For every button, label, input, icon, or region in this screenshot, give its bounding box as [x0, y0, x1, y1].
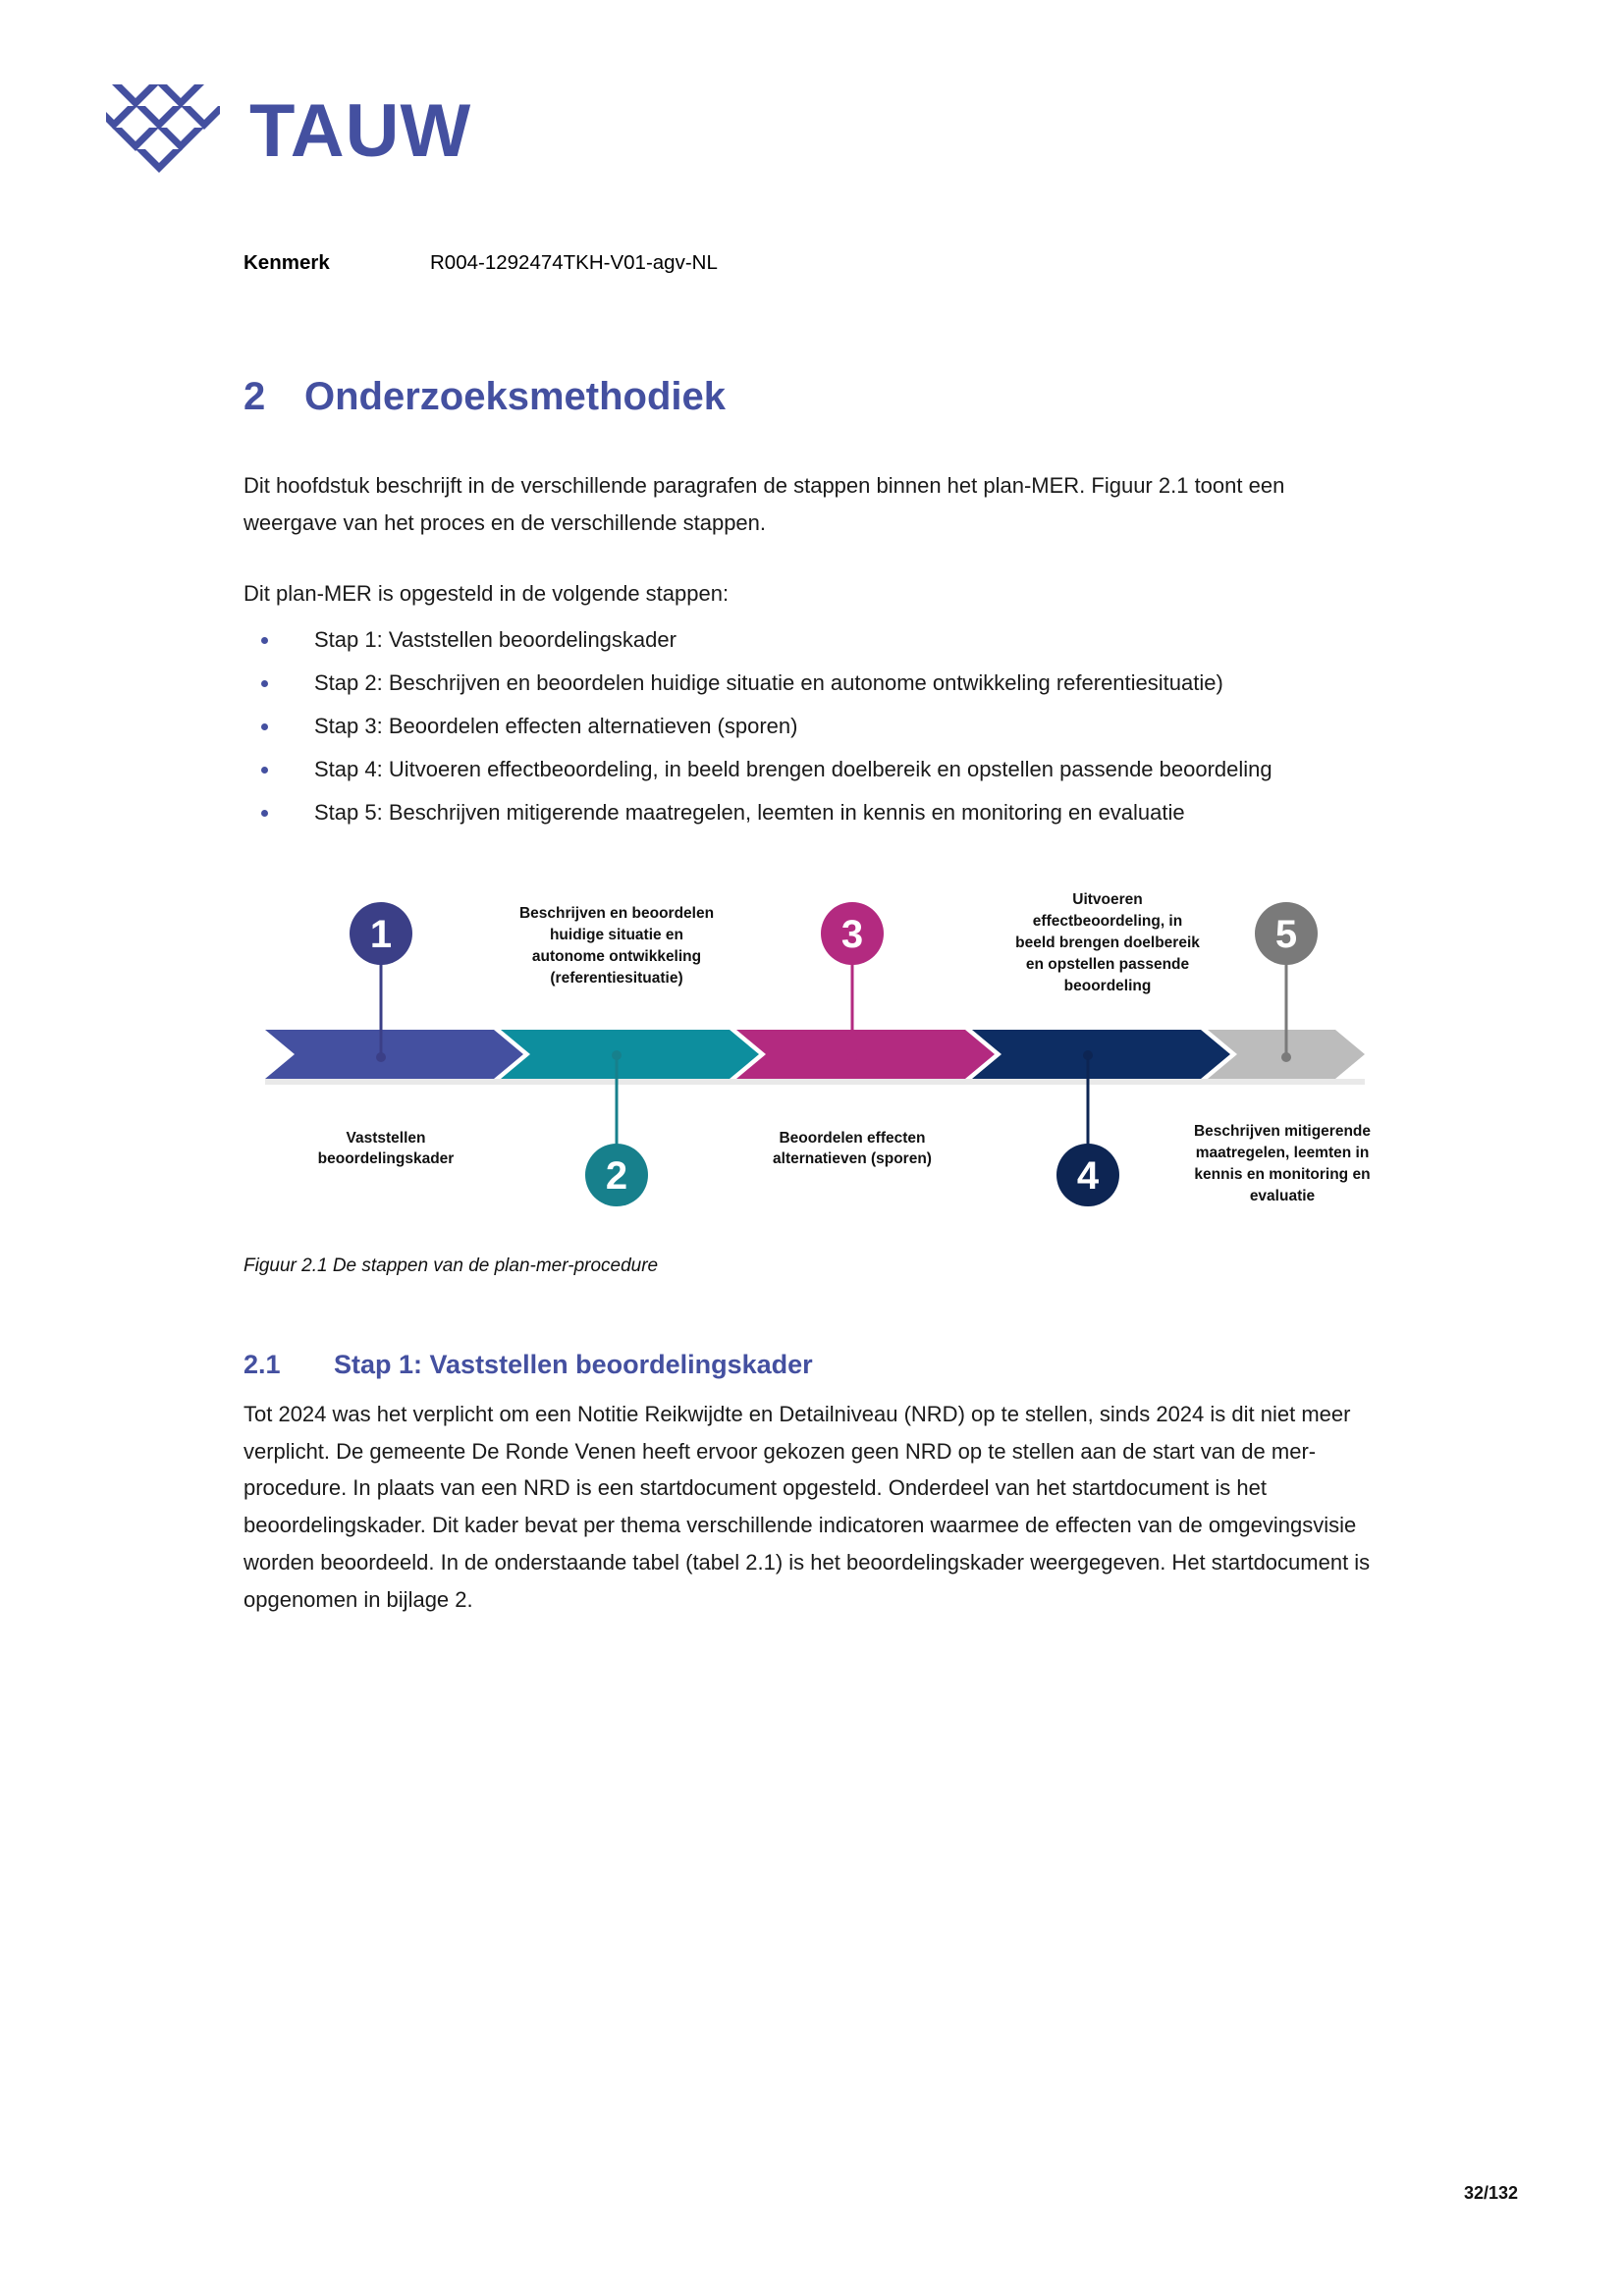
tauw-logo [106, 77, 471, 187]
figure-caption: Figuur 2.1 De stappen van de plan-mer-procedure [244, 1255, 659, 1276]
list-item: Stap 3: Beoordelen effecten alternatieven (sporen) [244, 708, 1382, 745]
chapter-title: Onderzoeksmethodiek [304, 375, 727, 418]
step-label-4-line-4: en opstellen passende [1025, 955, 1190, 973]
step-label-2-line-4: (referentiesituatie) [550, 969, 683, 987]
tauw-logo-mark [106, 77, 220, 187]
section-heading-2-1 [244, 1348, 1382, 1382]
main-content [244, 373, 1382, 1652]
step-label-3 [773, 1130, 932, 1167]
step-label-3-line-1: Beoordelen effecten [779, 1129, 926, 1147]
kenmerk-value: R004-1292474TKH-V01-agv-NL [430, 251, 718, 274]
intro-paragraph-2: Dit plan-MER is opgesteld in de volgende stappen: [244, 580, 730, 606]
step-number-1: 1 [369, 912, 393, 956]
step-label-5 [1194, 1123, 1371, 1204]
chevron-step-2 [501, 1030, 759, 1079]
steps-list [244, 621, 1382, 830]
step-label-1 [318, 1130, 455, 1167]
step-label-4-line-5: beoordeling [1063, 977, 1152, 994]
step-label-2-line-3: autonome ontwikkeling [531, 947, 702, 965]
list-item: Stap 2: Beschrijven en beoordelen huidige situatie en autonome ontwikkeling referentiesituatie) [244, 665, 1382, 702]
step-label-5-line-3: kennis en monitoring en [1194, 1165, 1371, 1183]
step-label-4-line-3: beeld brengen doelbereik [1015, 934, 1200, 951]
list-item: Stap 5: Beschrijven mitigerende maatregelen, leemten in kennis en monitoring en evaluatie [244, 794, 1382, 831]
step-label-1-line-1: Vaststellen [346, 1129, 426, 1147]
intro-paragraph-1: Dit hoofdstuk beschrijft in de verschillende paragrafen de stappen binnen het plan-MER. Figuur 2.1 toont een weergave van het proces en de verschillende stappen. [244, 473, 1285, 535]
chevron-step-1 [265, 1030, 523, 1079]
step-label-5-line-1: Beschrijven mitigerende [1193, 1122, 1372, 1140]
plan-mer-process-diagram [244, 892, 1382, 1226]
step-label-4 [1015, 892, 1200, 994]
section-number: 2.1 [244, 1349, 281, 1379]
step-number-4: 4 [1076, 1153, 1100, 1198]
step-label-5-line-2: maatregelen, leemten in [1195, 1144, 1370, 1161]
step-label-4-line-2: effectbeoordeling, in [1032, 912, 1183, 930]
list-item: Stap 4: Uitvoeren effectbeoordeling, in beeld brengen doelbereik en opstellen passende beoordeling [244, 751, 1382, 788]
kenmerk-label: Kenmerk [244, 251, 330, 274]
step-number-2: 2 [605, 1153, 628, 1198]
tauw-wordmark: TAUW [249, 89, 472, 173]
figure-2-1 [244, 892, 1382, 1277]
chapter-number: 2 [244, 375, 266, 418]
chapter-heading [244, 373, 1382, 420]
step-label-2 [519, 905, 714, 987]
chevron-step-3 [736, 1030, 995, 1079]
kenmerk-row [244, 250, 718, 277]
footer-page-number: 32/132 [1463, 2183, 1518, 2203]
section-title: Stap 1: Vaststellen beoordelingskader [334, 1349, 813, 1379]
step-number-5: 5 [1274, 912, 1298, 956]
step-label-5-line-4: evaluatie [1249, 1187, 1316, 1204]
step-label-3-line-2: alternatieven (sporen) [773, 1149, 932, 1167]
step-label-1-line-2: beoordelingskader [317, 1149, 455, 1167]
step-label-4-line-1: Uitvoeren [1072, 891, 1143, 908]
step-label-2-line-1: Beschrijven en beoordelen [518, 904, 715, 922]
section-2-1-paragraph: Tot 2024 was het verplicht om een Notitie Reikwijdte en Detailniveau (NRD) op te stellen, sinds 2024 is dit niet meer verplicht. De gemeente De Ronde Venen heeft ervoor gekozen geen NRD op te stellen aan de start van de mer-procedure. In plaats van een NRD is een startdocument opgesteld. Onderdeel van het startdocument is het beoordelingskader. Dit kader bevat per thema verschillende indicatoren waarmee de effecten van de omgevingsvisie worden beoordeeld. In de onderstaande tabel (tabel 2.1) is het beoordelingskader weergegeven. Het startdocument is opgenomen in bijlage 2. [244, 1401, 1371, 1612]
step-label-2-line-2: huidige situatie en [549, 926, 684, 943]
step-number-3: 3 [840, 912, 864, 956]
list-item: Stap 1: Vaststellen beoordelingskader [244, 621, 1382, 659]
chevron-step-4 [972, 1030, 1230, 1079]
